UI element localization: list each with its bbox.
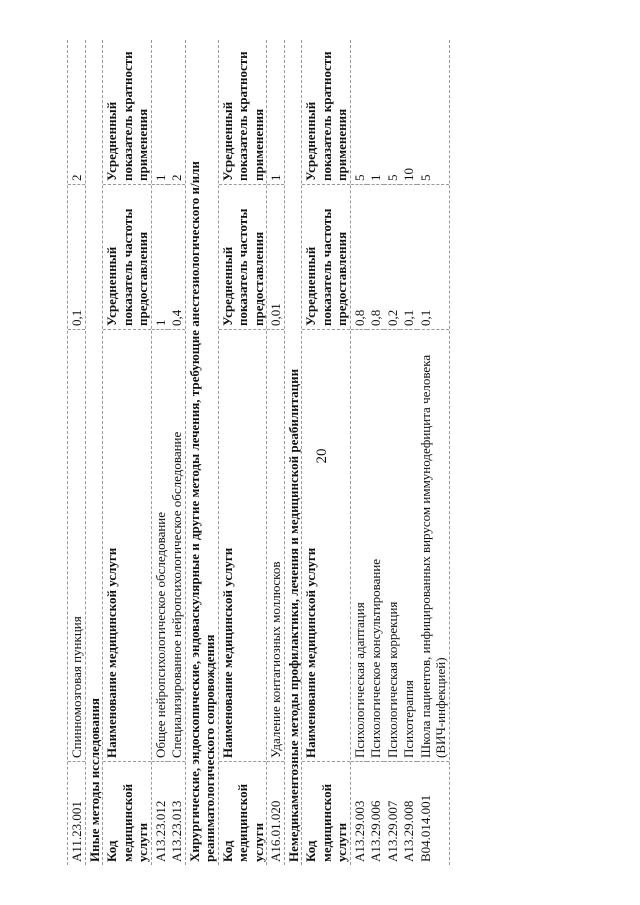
header-name: Наименование медицинской услуги — [302, 329, 350, 761]
services-table — [67, 40, 450, 865]
name-cell: Удаление контагиозных моллюсков — [267, 329, 284, 761]
name-cell: Школа пациентов, инфицированных вирусом иммунодефицита человека (ВИЧ-инфекцией) — [417, 329, 449, 761]
name-cell: Спинномозговая пункция — [68, 329, 85, 761]
header-multiplicity: Усредненный показатель кратности применения — [219, 51, 266, 181]
name-cell: Психологическая коррекция — [384, 329, 401, 761]
header-frequency: Усредненный показатель частоты предоставления — [103, 184, 151, 329]
header-code: Код медицинской услуги — [103, 761, 151, 865]
multiplicity-cell: 1 — [268, 174, 283, 181]
multiplicity-cell: 1 — [152, 174, 168, 181]
table-header-row — [219, 40, 268, 865]
frequency-cell: 0,1 — [417, 184, 449, 329]
header-code: Код медицинской услуги — [219, 761, 267, 865]
table-row — [267, 40, 285, 865]
frequency-cell: 0,8 — [367, 184, 384, 329]
code-cell: А13.23.012 — [152, 761, 169, 865]
table-row — [351, 40, 368, 865]
header-name: Наименование медицинской услуги — [219, 329, 267, 761]
header-code: Код медицинской услуги — [302, 761, 350, 865]
table-row — [152, 40, 169, 865]
header-name: Наименование медицинской услуги — [103, 329, 151, 761]
code-cell: В04.014.001 — [417, 761, 449, 865]
table-header-row — [103, 40, 152, 865]
frequency-cell: 0,8 — [351, 184, 368, 329]
frequency-cell: 0,1 — [68, 184, 85, 329]
section-title: Хирургические, эндоскопические, эндоваскулярные и другие методы лечения, требующие анестезиологического и/или реаниматологического сопровождения — [186, 40, 219, 865]
name-cell: Специализированное нейропсихологическое обследование — [168, 329, 185, 761]
section-title: Немедикаментозные методы профилактики, лечения и медицинской реабилитации — [285, 40, 303, 865]
table-row — [417, 40, 450, 865]
multiplicity-cell: 10 — [401, 168, 416, 181]
header-frequency: Усредненный показатель частоты предоставления — [219, 184, 267, 329]
name-cell: Психотерапия — [400, 329, 417, 761]
code-cell: А13.29.003 — [351, 761, 368, 865]
multiplicity-cell: 2 — [169, 174, 184, 181]
name-cell: Психологическая адаптация — [351, 329, 368, 761]
table-row — [168, 40, 186, 865]
frequency-cell: 0,2 — [384, 184, 401, 329]
code-cell: А13.29.007 — [384, 761, 401, 865]
table-row — [384, 40, 401, 865]
header-multiplicity: Усредненный показатель кратности применения — [104, 51, 150, 181]
code-cell: А16.01.020 — [267, 761, 284, 865]
header-multiplicity: Усредненный показатель кратности применения — [303, 51, 349, 181]
rotated-table-container — [67, 40, 448, 865]
code-cell: А13.29.006 — [367, 761, 384, 865]
multiplicity-cell: 5 — [417, 174, 433, 181]
name-cell: Психологическое консультирование — [367, 329, 384, 761]
table-row — [367, 40, 384, 865]
section-title: Иные методы исследования — [86, 40, 104, 865]
frequency-cell: 0,01 — [267, 184, 284, 329]
name-cell: Общее нейропсихологическое обследование — [152, 329, 169, 761]
table-row — [67, 40, 86, 865]
multiplicity-cell: 2 — [69, 174, 84, 181]
frequency-cell: 1 — [152, 184, 169, 329]
table-header-row — [302, 40, 351, 865]
code-cell: А11.23.001 — [68, 761, 85, 865]
table-row — [400, 40, 417, 865]
frequency-cell: 0,1 — [400, 184, 417, 329]
code-cell: А13.23.013 — [168, 761, 185, 865]
frequency-cell: 0,4 — [168, 184, 185, 329]
multiplicity-cell: 5 — [384, 174, 400, 181]
code-cell: А13.29.008 — [400, 761, 417, 865]
header-frequency: Усредненный показатель частоты предоставления — [302, 184, 350, 329]
multiplicity-cell: 1 — [368, 174, 383, 181]
page-number: 20 — [314, 448, 330, 464]
multiplicity-cell: 5 — [351, 174, 367, 181]
